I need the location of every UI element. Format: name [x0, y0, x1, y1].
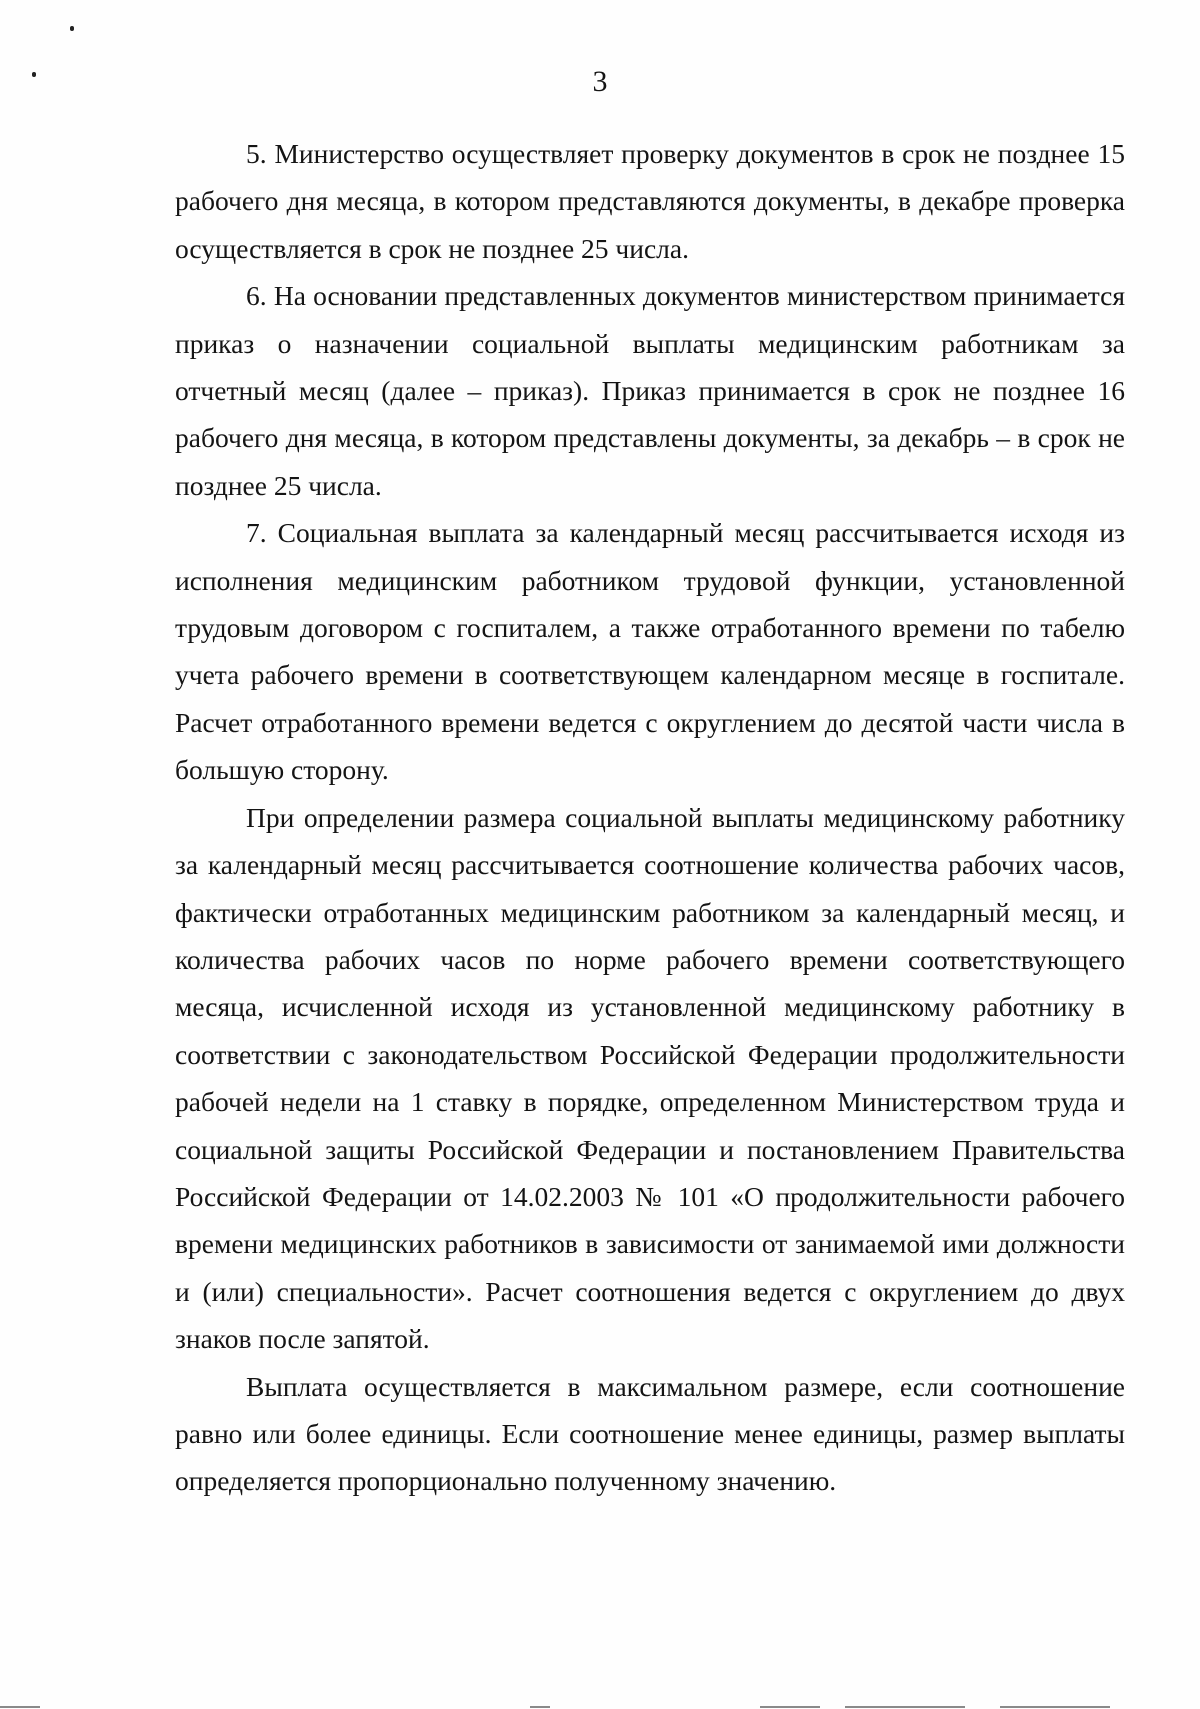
scan-speck: [70, 26, 74, 31]
paragraph-payment-amount: Выплата осуществляется в максимальном размере, если соотношение равно или более единицы. Если соотношение менее единицы, размер выплаты определяется пропорционально полученному значению.: [175, 1370, 1125, 1497]
paragraph-payment-calculation: При определении размера социальной выплаты медицинскому работнику за календарный месяц рассчитывается соотношение количества рабочих часов, фактически отработанных медицинским работником за календарный месяц, и количества рабочих часов по норме рабочего времени соответствующего месяца, исчисленной исходя из установленной медицинскому работнику в соответствии с законодательством Российской Федерации продолжительности рабочей недели на 1 ставку в порядке, определенном Министерством труда и социальной защиты Российской Федерации и постановлением Правительства Российской Федерации от 14.02.2003 № 101 «О продолжительности рабочего времени медицинских работников в зависимости от занимаемой ими должности и (или) специальности». Расчет соотношения ведется с округлением до двух знаков после запятой.: [175, 801, 1125, 1355]
document-body: [175, 130, 1125, 1505]
paragraph-item-6: 6. На основании представленных документов министерством принимается приказ о назначении социальной выплаты медицинским работникам за отчетный месяц (далее – приказ). Приказ принимается в срок не позднее 16 рабочего дня месяца, в котором представлены документы, за декабрь – в срок не позднее 25 числа.: [175, 280, 1125, 501]
page-number: 3: [592, 65, 608, 98]
paragraph-item-7: 7. Социальная выплата за календарный месяц рассчитывается исходя из исполнения медицинским работником трудовой функции, установленной трудовым договором с госпиталем, а также отработанного времени по табелю учета рабочего времени в соответствующем календарном месяце в госпитале. Расчет отработанного времени ведется с округлением до десятой части числа в большую сторону.: [175, 517, 1125, 786]
scan-bottom-edge: [0, 1703, 1200, 1709]
paragraph-item-5: 5. Министерство осуществляет проверку документов в срок не позднее 15 рабочего дня месяца, в котором представляются документы, в декабре проверка осуществляется в срок не позднее 25 числа.: [175, 138, 1125, 264]
